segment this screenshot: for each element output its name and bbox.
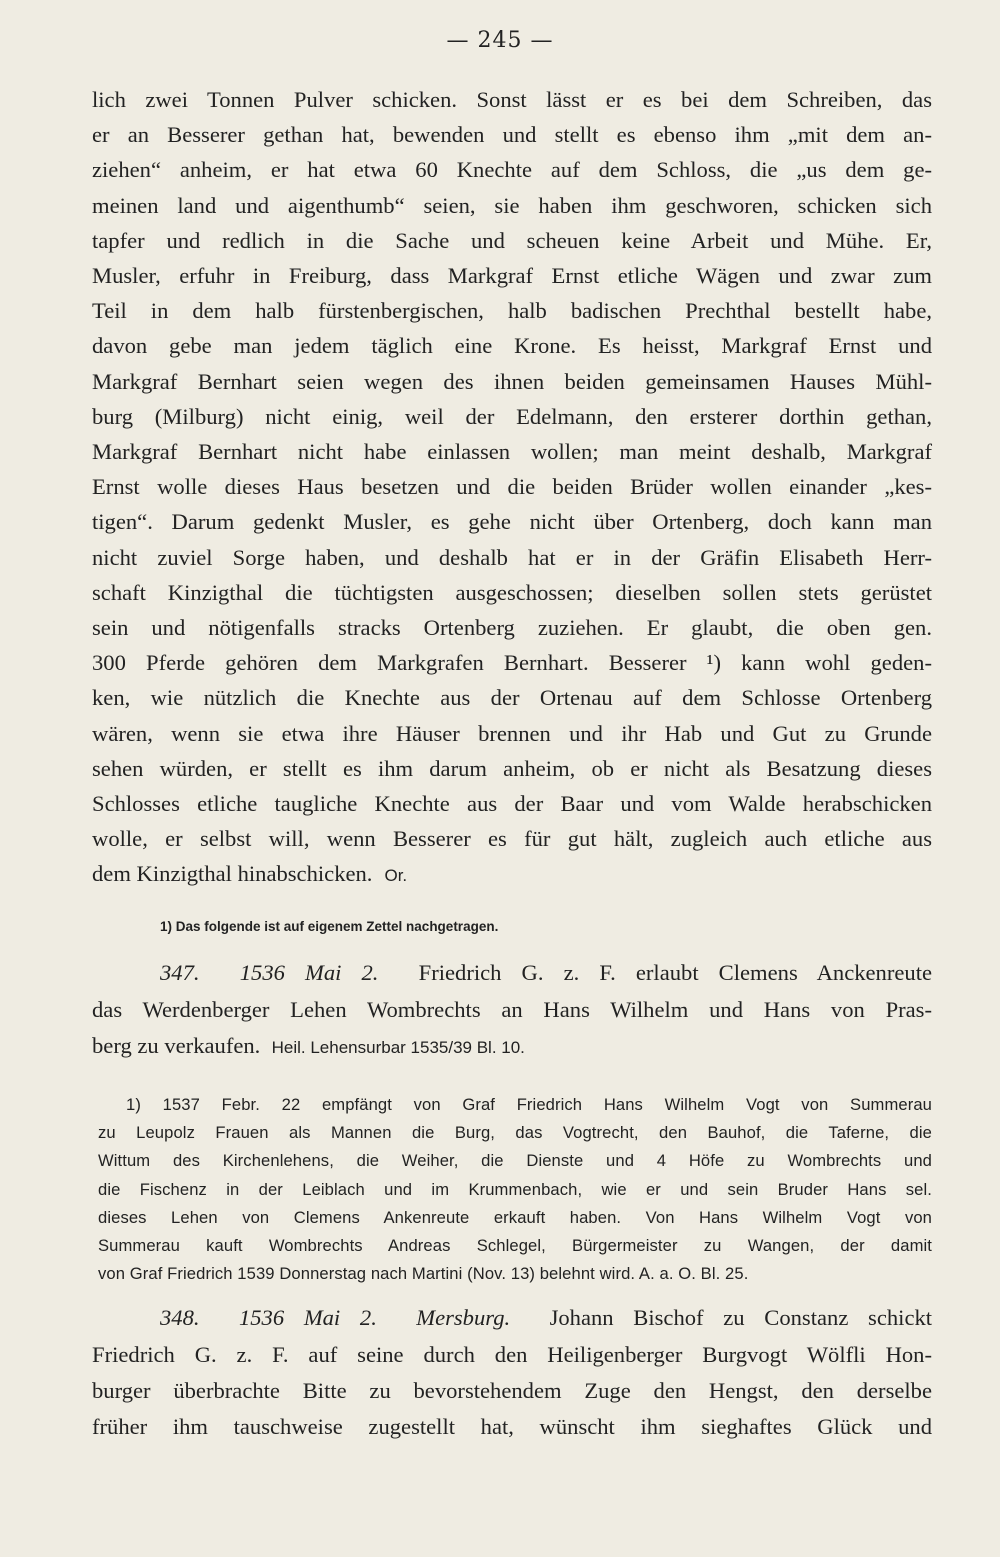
main-text-line-content: sehen würden, er stellt es ihm darum anheim, ob er nicht als Besatzung dieses [92,755,932,781]
entry-348-line-2: Friedrich G. z. F. auf seine durch den Heiligenberger Burgvogt Wölfli Hon- [92,1342,932,1367]
main-text-line-content: Markgraf Bernhart seien wegen des ihnen beiden gemeinsamen Hauses Mühl- [92,368,932,394]
entry-348-date: 1536 Mai 2. [238,1305,377,1330]
main-text-line [92,753,932,785]
main-text-line-content: wären, wenn sie etwa ihre Häuser brennen und ihr Hab und Gut zu Grunde [92,720,932,746]
main-text-line [92,682,932,714]
entry-347-line-1 [92,957,932,989]
main-text-line [92,190,932,222]
main-text-line-content: Ernst wolle dieses Haus besetzen und die beiden Brüder wollen einander „kes- [92,474,932,500]
footnote-347-line: dieses Lehen von Clemens Ankenreute erkauft haben. Von Hans Wilhelm Vogt von [98,1207,932,1227]
main-text-line [92,823,932,855]
entry-347-text-1: Friedrich G. z. F. erlaubt Clemens Anckenreute [418,960,933,985]
main-text-line-content: 300 Pferde gehören dem Markgrafen Bernhart. Besserer ¹) kann wohl geden- [92,650,932,676]
entry-348-line-4: früher ihm tauschweise zugestellt hat, wünscht ihm sieghaftes Glück und [92,1414,932,1439]
entry-348-place: Mersburg. [416,1305,511,1330]
main-text-line-content: Schlosses etliche taugliche Knechte aus der Baar und vom Walde herabschicken [92,791,932,816]
main-text-line [92,330,932,362]
main-text-line-content: nicht zuviel Sorge haben, und deshalb hat er in der Gräfin Elisabeth Herr- [92,544,932,570]
main-text-line [92,436,932,468]
footnote-347-line: von Graf Friedrich 1539 Donnerstag nach Martini (Nov. 13) belehnt wird. A. a. O. Bl. 25. [98,1264,749,1284]
main-text-line-content: sein und nötigenfalls stracks Ortenberg zuziehen. Er glaubt, die oben gen. [92,615,932,640]
footnote-347-line: zu Leupolz Frauen als Mannen die Burg, das Vogtrecht, den Bauhof, die Taferne, die [98,1123,932,1143]
main-text-line-content: Musler, erfuhr in Freiburg, dass Markgraf Ernst etliche Wägen und zwar zum [92,263,932,288]
entry-347-line-2: das Werdenberger Lehen Wombrechts an Hans Wilhelm und Hans von Pras- [92,997,932,1022]
footnote-1: 1) Das folgende ist auf eigenem Zettel nachgetragen. [160,919,499,934]
main-text-line [92,225,932,257]
main-text-line [92,366,932,398]
main-text-line-content: davon gebe man jedem täglich eine Krone. Es heisst, Markgraf Ernst und [92,333,932,359]
main-text-line-content: tapfer und redlich in die Sache und scheuen keine Arbeit und Mühe. Er, [92,227,932,253]
main-text-line-content: Markgraf Bernhart nicht habe einlassen wollen; man meint deshalb, Markgraf [92,439,932,464]
main-text-line [92,84,932,116]
main-text-line-content: schaft Kinzigthal die tüchtigsten ausgeschossen; dieselben sollen stets gerüstet [92,579,932,605]
main-text-line [92,542,932,574]
entry-347-line-3 [92,1030,932,1064]
entry-348-text-1: Johann Bischof zu Constanz schickt [549,1305,933,1330]
main-text-line [92,401,932,433]
main-text-line [92,154,932,186]
footnote-347-line: Summerau kauft Wombrechts Andreas Schlegel, Bürgermeister zu Wangen, der damit [98,1236,932,1255]
main-text-line [92,577,932,609]
main-text-line [92,647,932,679]
main-text-line-content: ken, wie nützlich die Knechte aus der Ortenau auf dem Schlosse Ortenberg [92,685,932,711]
main-text-line-content: er an Besserer gethan hat, bewenden und stellt es ebenso ihm „mit dem an- [92,122,932,148]
entry-347-text-3: berg zu verkaufen. [92,1033,261,1058]
main-text-line [92,858,932,892]
main-text-line [92,788,932,820]
main-text-line [92,471,932,503]
main-text-line-content: tigen“. Darum gedenkt Musler, es gehe nicht über Ortenberg, doch kann man [92,509,932,535]
footnote-347-line: 1) 1537 Febr. 22 empfängt von Graf Friedrich Hans Wilhelm Vogt von Summerau [126,1095,932,1114]
main-text-line [92,260,932,292]
page-number: — 245 — [446,28,554,53]
footnote-347-line: die Fischenz in der Leiblach und im Krummenbach, wie er und sein Bruder Hans sel. [98,1179,932,1199]
entry-348-line-3: burger überbrachte Bitte zu bevorstehendem Zuge den Hengst, den derselbe [92,1378,932,1403]
main-text-line [92,718,932,750]
footnote-347-line: Wittum des Kirchenlehens, die Weiher, die Dienste und 4 Höfe zu Wombrechts und [98,1151,932,1171]
main-text-line-content: Teil in dem halb fürstenbergischen, halb badischen Prechthal bestellt habe, [92,298,932,324]
entry-347-date: 1536 Mai 2. [239,960,379,985]
main-text-line-content: burg (Milburg) nicht einig, weil der Edelmann, den ersterer dorthin gethan, [92,403,932,429]
entry-347-source: Heil. Lehensurbar 1535/39 Bl. 10. [271,1038,525,1057]
entry-347-number: 347. [160,960,200,985]
main-text-line [92,295,932,327]
main-source: Or. [384,866,408,886]
entry-348-line-1 [92,1302,932,1334]
entry-348-number: 348. [160,1305,200,1330]
main-text-line [92,119,932,151]
main-text-line-content: wolle, er selbst will, wenn Besserer es für gut hält, zugleich auch etliche aus [92,826,932,852]
main-text-line-content: dem Kinzigthal hinabschicken. [92,861,373,887]
main-text-line-content: meinen land und aigenthumb“ seien, sie haben ihm geschworen, schicken sich [92,192,932,218]
main-text-line-content: lich zwei Tonnen Pulver schicken. Sonst lässt er es bei dem Schreiben, das [92,87,932,112]
main-text-line-content: ziehen“ anheim, er hat etwa 60 Knechte auf dem Schloss, die „us dem ge- [92,157,932,183]
main-text-line [92,612,932,644]
main-text-line [92,506,932,538]
